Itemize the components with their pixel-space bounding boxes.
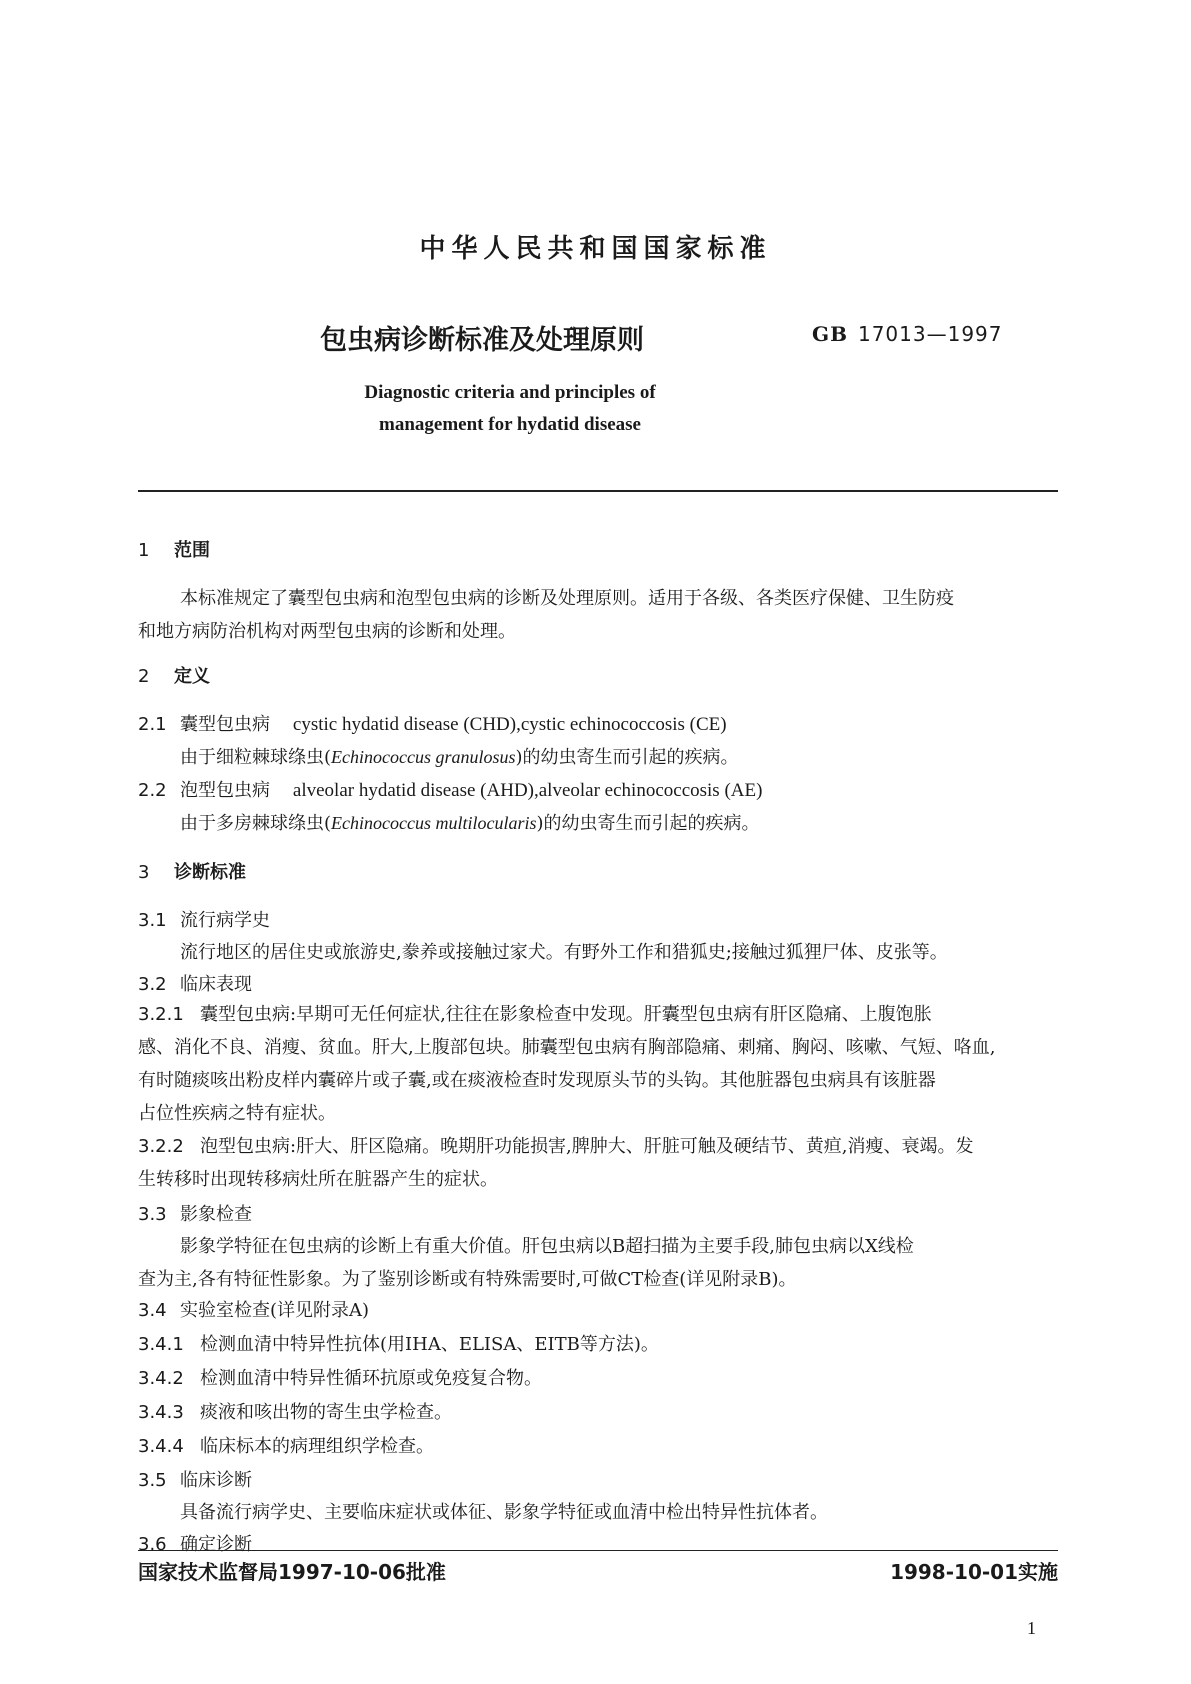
clause-text: 临床标本的病理组织学检查。 <box>200 1436 434 1457</box>
clause-number: 3.2 <box>138 974 167 995</box>
paragraph-line: 和地方病防治机构对两型包虫病的诊断和处理。 <box>138 621 516 642</box>
standard-number <box>812 322 1003 346</box>
paragraph-line <box>138 1130 1058 1163</box>
clause-3-3 <box>138 1200 252 1226</box>
clause-title: 实验室检查(详见附录A) <box>180 1300 370 1321</box>
clause-number: 3.4.4 <box>138 1436 184 1457</box>
section-number: 1 <box>138 540 150 561</box>
clause-3-4 <box>138 1296 369 1322</box>
clause-number: 3.1 <box>138 910 167 931</box>
clause-number: 2.2 <box>138 780 167 801</box>
footer-divider <box>138 1550 1058 1551</box>
term-en: alveolar hydatid disease (AHD),alveolar echinococcosis (AE) <box>292 780 763 801</box>
clause-3-2-1 <box>138 998 1058 1130</box>
clause-2-2 <box>138 776 762 802</box>
clause-3-1-text: 流行地区的居住史或旅游史,豢养或接触过家犬。有野外工作和猎狐史;接触过狐狸尸体、皮张等。 <box>180 942 948 963</box>
term-cn: 泡型包虫病 <box>180 780 270 801</box>
section-number: 2 <box>138 666 150 687</box>
clause-number: 3.4.1 <box>138 1334 184 1355</box>
header-divider <box>138 490 1058 492</box>
clause-text: 检测血清中特异性循环抗原或免疫复合物。 <box>200 1368 542 1389</box>
paragraph-text: 囊型包虫病:早期可无任何症状,往往在影象检查中发现。肝囊型包虫病有肝区隐痛、上腹饱胀 <box>200 1004 932 1025</box>
paragraph-line: 有时随痰咳出粉皮样内囊碎片或子囊,或在痰液检查时发现原头节的头钩。其他脏器包虫病具有该脏器 <box>138 1070 936 1091</box>
clause-number: 3.4 <box>138 1300 167 1321</box>
section-1-heading <box>138 536 210 562</box>
clause-3-1 <box>138 906 270 932</box>
section-2-heading <box>138 662 210 688</box>
term-en: cystic hydatid disease (CHD),cystic echinococcosis (CE) <box>292 714 727 735</box>
clause-number: 3.2.1 <box>138 1004 184 1025</box>
clause-3-5 <box>138 1466 252 1492</box>
effective-date: 1998-10-01实施 <box>890 1560 1058 1584</box>
clause-3-6 <box>138 1530 252 1556</box>
paragraph-line: 感、消化不良、消瘦、贫血。肝大,上腹部包块。肺囊型包虫病有胸部隐痛、刺痛、胸闷、咳嗽、气短、咯血, <box>138 1037 996 1058</box>
clause-title: 临床诊断 <box>180 1470 252 1491</box>
clause-3-4-4 <box>138 1432 434 1458</box>
clause-3-4-2 <box>138 1364 542 1390</box>
clause-title: 影象检查 <box>180 1204 252 1225</box>
clause-number: 2.1 <box>138 714 167 735</box>
section-title: 诊断标准 <box>174 862 246 883</box>
clause-number: 3.6 <box>138 1534 167 1555</box>
clause-number: 3.4.3 <box>138 1402 184 1423</box>
paragraph-line <box>138 998 1058 1031</box>
approval-line: 国家技术监督局1997-10-06批准 <box>138 1560 446 1584</box>
section-title: 范围 <box>174 540 210 561</box>
scientific-name: Echinococcus multilocularis <box>331 813 537 833</box>
section-number: 3 <box>138 862 150 883</box>
scientific-name: Echinococcus granulosus <box>331 747 516 767</box>
clause-number: 3.4.2 <box>138 1368 184 1389</box>
paragraph-line: 查为主,各有特征性影象。为了鉴别诊断或有特殊需要时,可做CT检查(详见附录B)。 <box>138 1269 797 1290</box>
clause-text: 检测血清中特异性抗体(用IHA、ELISA、EITB等方法)。 <box>200 1334 659 1355</box>
section-3-heading <box>138 858 246 884</box>
definition-text: )的幼虫寄生而引起的疾病。 <box>536 813 760 834</box>
clause-text: 痰液和咳出物的寄生虫学检查。 <box>200 1402 452 1423</box>
clause-3-4-3 <box>138 1398 452 1424</box>
clause-2-1-definition <box>180 743 739 769</box>
clause-3-2 <box>138 970 252 996</box>
clause-3-3-paragraph <box>138 1230 1058 1296</box>
clause-title: 流行病学史 <box>180 910 270 931</box>
clause-2-2-definition <box>180 809 760 835</box>
definition-text: 由于细粒棘球绦虫( <box>180 747 332 768</box>
paragraph-line: 占位性疾病之特有症状。 <box>138 1103 336 1124</box>
english-title-line-1: Diagnostic criteria and principles of <box>364 382 656 403</box>
document-title: 包虫病诊断标准及处理原则 <box>320 325 644 356</box>
gb-prefix: GB <box>812 322 848 346</box>
clause-3-2-2 <box>138 1130 1058 1196</box>
clause-title: 确定诊断 <box>180 1534 252 1555</box>
definition-text: )的幼虫寄生而引起的疾病。 <box>515 747 739 768</box>
section-title: 定义 <box>174 666 210 687</box>
section-1-paragraph <box>138 582 1058 648</box>
gb-number: 17013—1997 <box>857 322 1003 346</box>
clause-3-4-1 <box>138 1330 659 1356</box>
paragraph-line: 生转移时出现转移病灶所在脏器产生的症状。 <box>138 1169 498 1190</box>
paragraph-line: 影象学特征在包虫病的诊断上有重大价值。肝包虫病以B超扫描为主要手段,肺包虫病以X线检 <box>180 1236 914 1257</box>
page-number: 1 <box>1027 1618 1036 1638</box>
clause-2-1 <box>138 710 727 736</box>
clause-number: 3.2.2 <box>138 1136 184 1157</box>
term-cn: 囊型包虫病 <box>180 714 270 735</box>
clause-number: 3.3 <box>138 1204 167 1225</box>
clause-3-5-text: 具备流行病学史、主要临床症状或体征、影象学特征或血清中检出特异性抗体者。 <box>180 1502 828 1523</box>
definition-text: 由于多房棘球绦虫( <box>180 813 332 834</box>
paragraph-line: 本标准规定了囊型包虫病和泡型包虫病的诊断及处理原则。适用于各级、各类医疗保健、卫生防疫 <box>180 588 954 609</box>
clause-number: 3.5 <box>138 1470 167 1491</box>
paragraph-text: 泡型包虫病:肝大、肝区隐痛。晚期肝功能损害,脾肿大、肝脏可触及硬结节、黄疸,消瘦、衰竭。发 <box>200 1136 974 1157</box>
country-standard-heading: 中华人民共和国国家标准 <box>419 234 772 264</box>
english-title-line-2: management for hydatid disease <box>379 414 641 435</box>
clause-title: 临床表现 <box>180 974 252 995</box>
